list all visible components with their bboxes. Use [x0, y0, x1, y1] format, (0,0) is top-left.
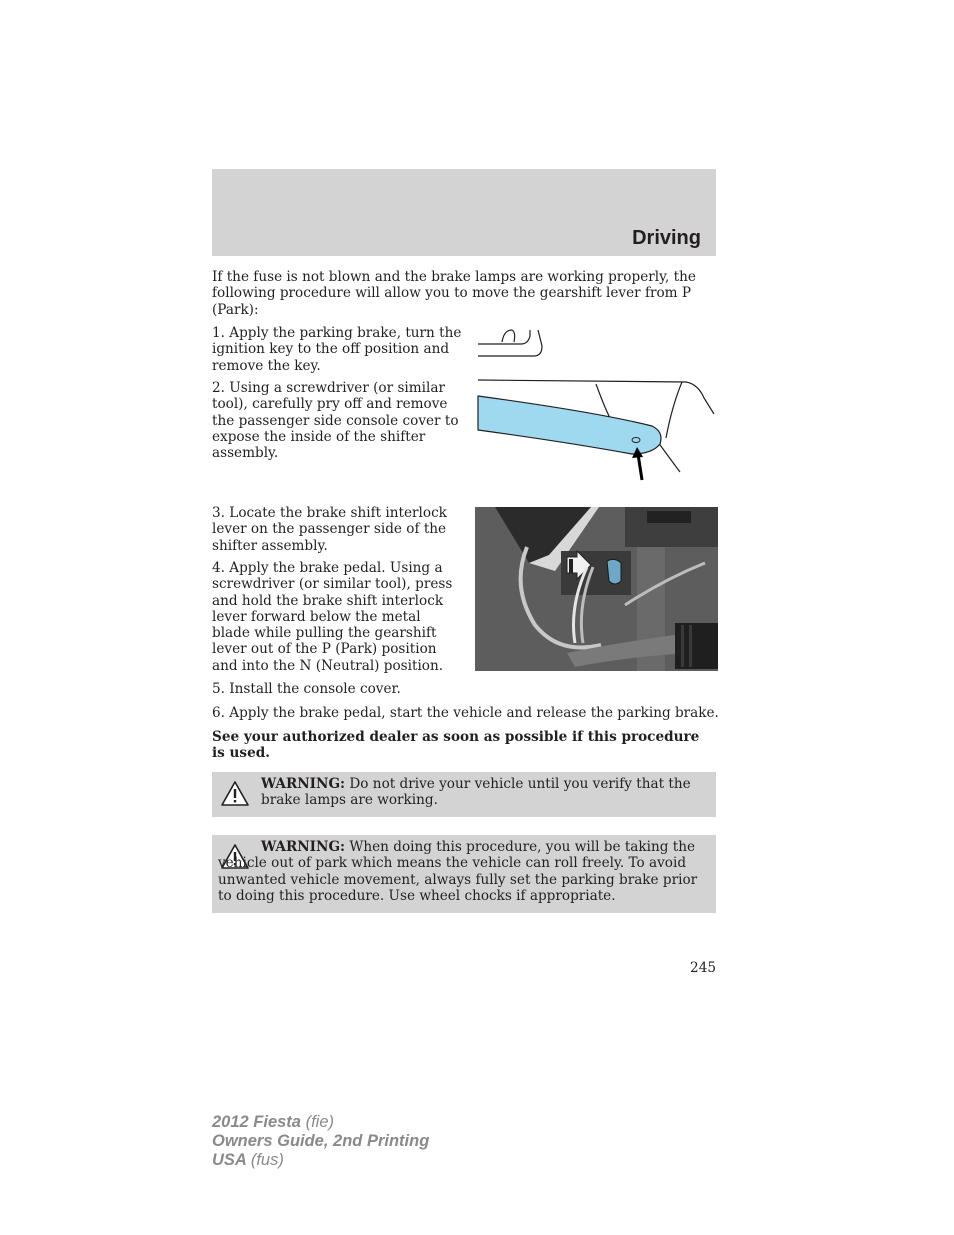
- warning-box-2: [212, 835, 716, 913]
- console-cover-illustration: [476, 326, 718, 486]
- document-footer: [212, 1113, 429, 1170]
- warning-1-label: WARNING:: [261, 776, 346, 792]
- dealer-note: See your authorized dealer as soon as possible if this procedure is used.: [212, 729, 700, 762]
- warning-2-text: [218, 839, 704, 904]
- step-3: 3. Locate the brake shift interlock lever on the passenger side of the shifter assembly.: [212, 505, 447, 554]
- step-4: 4. Apply the brake pedal. Using a screwdriver (or similar tool), press and hold the brake shift interlock lever forward below the metal blade while pulling the gearshift lever out of the P (Park) position and into the N (Neutral) position.: [212, 560, 453, 674]
- warning-1-body: Do not drive your vehicle until you verify that the brake lamps are working.: [261, 776, 691, 809]
- footer-model-code: (fie): [305, 1113, 334, 1131]
- step-1: 1. Apply the parking brake, turn the ignition key to the off position and remove the key.: [212, 325, 462, 374]
- footer-market-code: (fus): [250, 1151, 284, 1169]
- footer-model: 2012 Fiesta: [212, 1113, 301, 1131]
- warning-2-body: When doing this procedure, you will be taking the vehicle out of park which means the vehicle can roll freely. To avoid unwanted vehicle movement, always fully set the parking brake prior to doing this procedure. Use wheel chocks if appropriate.: [218, 839, 698, 904]
- step-2: 2. Using a screwdriver (or similar tool), carefully pry off and remove the passenger side console cover to expose the inside of the shifter assembly.: [212, 380, 459, 462]
- footer-market: USA: [212, 1151, 247, 1169]
- shifter-interlock-illustration: [475, 507, 718, 671]
- section-header-band: [212, 169, 716, 256]
- step-5: 5. Install the console cover.: [212, 681, 401, 697]
- warning-triangle-icon: [220, 780, 250, 807]
- warning-2-label: WARNING:: [261, 839, 346, 855]
- warning-box-1: [212, 772, 716, 817]
- section-title: Driving: [632, 227, 701, 249]
- console-cover-shape: [478, 396, 661, 454]
- intro-paragraph: If the fuse is not blown and the brake lamps are working properly, the following procedure will allow you to move the gearshift lever from P (Park):: [212, 269, 696, 318]
- page-number: 245: [690, 960, 716, 976]
- step-6: 6. Apply the brake pedal, start the vehicle and release the parking brake.: [212, 705, 719, 721]
- footer-guide: Owners Guide, 2nd Printing: [212, 1132, 430, 1150]
- warning-1-text: [261, 776, 707, 809]
